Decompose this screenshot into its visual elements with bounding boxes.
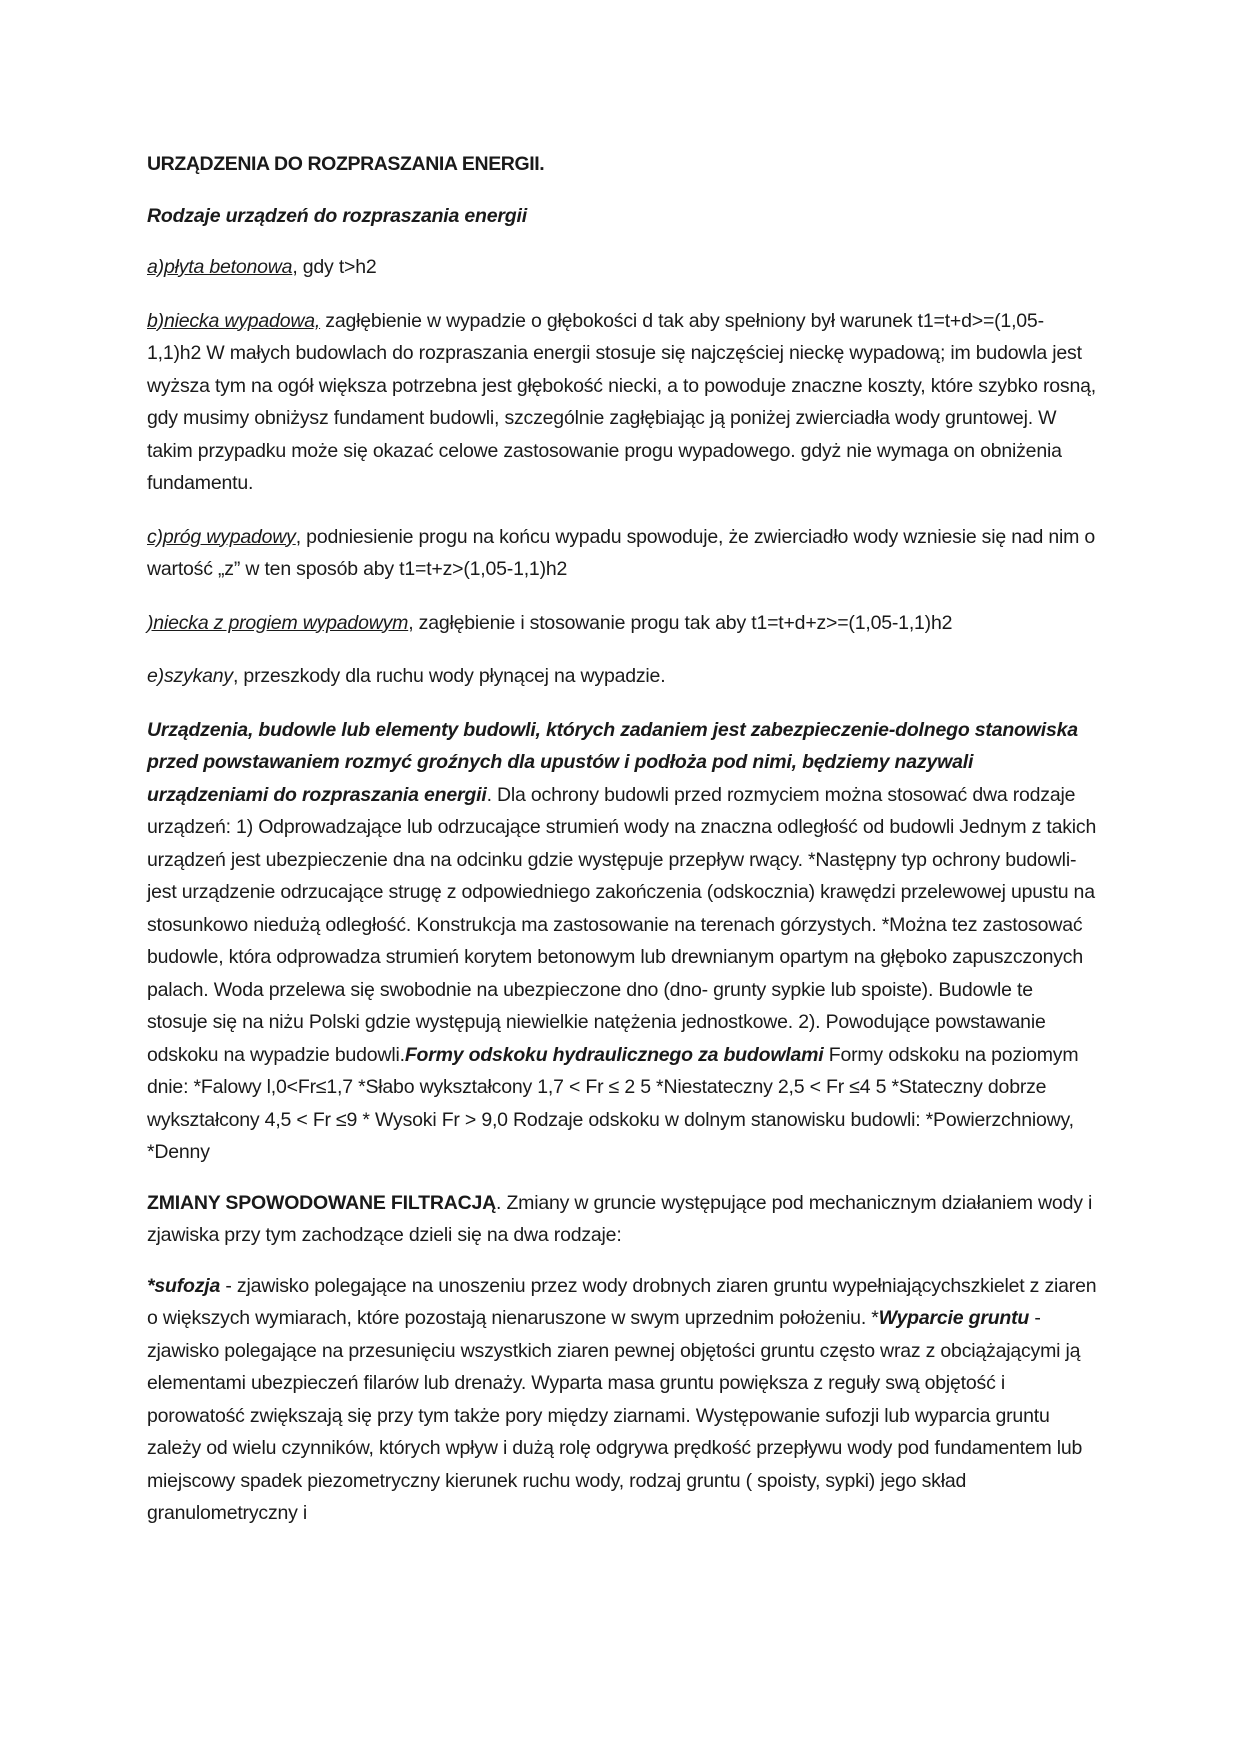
definition-paragraph (147, 714, 1097, 1169)
item-b-term: b)niecka wypadowa, (147, 309, 321, 332)
filtration-heading: ZMIANY SPOWODOWANE FILTRACJĄ (147, 1191, 497, 1214)
sufozja-paragraph (147, 1270, 1097, 1530)
filtration-paragraph (147, 1187, 1097, 1252)
item-c-paragraph (147, 521, 1097, 586)
definition-text-2: Formy odskoku na poziomym dnie: *Falowy l,0<Fr≤1,7 *Słabo wykształcony 1,7 < Fr ≤ 2 5 *Niestateczny 2,5 < Fr ≤4 5 *Stateczny dobrze wykształcony 4,5 < Fr ≤9 * Wysoki Fr > 9,0 Rodzaje odskoku w dolnym stanowisku budowli: *Powierzchniowy, *Denny (147, 1043, 1079, 1163)
item-e-paragraph (147, 660, 1097, 693)
filtration-text: . Zmiany w gruncie występujące pod mechanicznym działaniem wody i zjawiska przy tym zachodzące dzieli się na dwa rodzaje: (147, 1191, 1093, 1246)
document-title: URZĄDZENIA DO ROZPRASZANIA ENERGII. (147, 153, 545, 175)
definition-text-1: . Dla ochrony budowli przed rozmyciem można stosować dwa rodzaje urządzeń: 1) Odprowadzające lub odrzucające strumień wody na znaczna odległość od budowli Jednym z takich urządzeń jest ubezpieczenie dna na odcinku gdzie występuje przepływ rwący. *Następny typ ochrony budowli- jest urządzenie odrzucające strugę z odpowiedniego zakończenia (odskocznia) krawędzi przelewowej upustu na stosunkowo niedużą odległość. Konstrukcja ma zastosowanie na terenach górzystych. *Można tez zastosować budowle, która odprowadza strumień korytem betonowym lub drewnianym opartym na głęboko zapuszczonych palach. Woda przelewa się swobodnie na ubezpieczone dno (dno- grunty sypkie lub spoiste). Budowle te stosuje się na niżu Polski gdzie występują niewielkie natężenia jednostkowe. 2). Powodujące powstawanie odskoku na wypadzie budowli. (147, 783, 1097, 1066)
item-c-term: c)próg wypadowy (147, 525, 296, 548)
section-subtitle: Rodzaje urządzeń do rozpraszania energii (147, 204, 527, 227)
definition-bold: Urządzenia, budowle lub elementy budowli, których zadaniem jest zabezpieczenie-dolnego stanowiska przed powstawaniem rozmyć groźnych dla upustów i podłoża pod nimi, będziemy nazywali urządzeniami do rozpraszania energii (147, 718, 1078, 806)
sufozja-text-1: - zjawisko polegające na unoszeniu przez wody drobnych ziaren gruntu wypełniającychszkielet z ziaren o większych wymiarach, które pozostają nienaruszone w swym uprzednim położeniu. * (147, 1274, 1097, 1329)
document-body (147, 148, 1097, 1551)
sufozja-text-2: - zjawisko polegające na przesunięciu wszystkich ziaren pewnej objętości gruntu często wraz z obciążającymi ją elementami ubezpieczeń filarów lub drenaży. Wyparta masa gruntu powiększa z reguły swą objętość i porowatość zwiększają się przy tym także pory między ziarnami. Występowanie sufozji lub wyparcia gruntu zależy od wielu czynników, których wpływ i dużą rolę odgrywa prędkość przepływu wody pod fundamentem lub miejscowy spadek piezometryczny kierunek ruchu wody, rodzaj gruntu ( spoisty, sypki) jego skład granulometryczny i (147, 1307, 1083, 1524)
item-e-text: , przeszkody dla ruchu wody płynącej na wypadzie. (232, 665, 666, 687)
item-c-text: , podniesienie progu na końcu wypadu spowoduje, że zwierciadło wody wzniesie się nad nim o wartość „z” w ten sposób aby t1=t+z>(1,05-1,1)h2 (147, 525, 1096, 580)
item-a-text: , gdy t>h2 (292, 256, 377, 278)
item-a-paragraph (147, 251, 1097, 284)
wyparcie-term: Wyparcie gruntu (878, 1307, 1030, 1329)
item-a-term: a)płyta betonowa (147, 256, 293, 278)
definition-bold-2: Formy odskoku hydraulicznego za budowlami (404, 1043, 824, 1066)
item-d-text: , zagłębienie i stosowanie progu tak aby t1=t+d+z>=(1,05-1,1)h2 (408, 611, 953, 634)
item-d-paragraph (147, 607, 1097, 640)
item-b-text: zagłębienie w wypadzie o głębokości d tak aby spełniony był warunek t1=t+d>=(1,05-1,1)h2 W małych budowlach do rozpraszania energii stosuje się najczęściej nieckę wypadową; im budowla jest wyższa tym na ogół większa potrzebna jest głębokość niecki, a to powoduje znaczne koszty, które szybko rosną, gdy musimy obniżysz fundament budowli, szczególnie zagłębiając ją poniżej zwierciadła wody gruntowej. W takim przypadku może się okazać celowe zastosowanie progu wypadowego. gdyż nie wymaga on obniżenia fundamentu. (147, 309, 1096, 494)
item-d-term: )niecka z progiem wypadowym (147, 611, 409, 634)
sufozja-term: *sufozja (147, 1274, 221, 1297)
item-e-term: e)szykany (147, 665, 233, 687)
item-b-paragraph (147, 305, 1097, 500)
